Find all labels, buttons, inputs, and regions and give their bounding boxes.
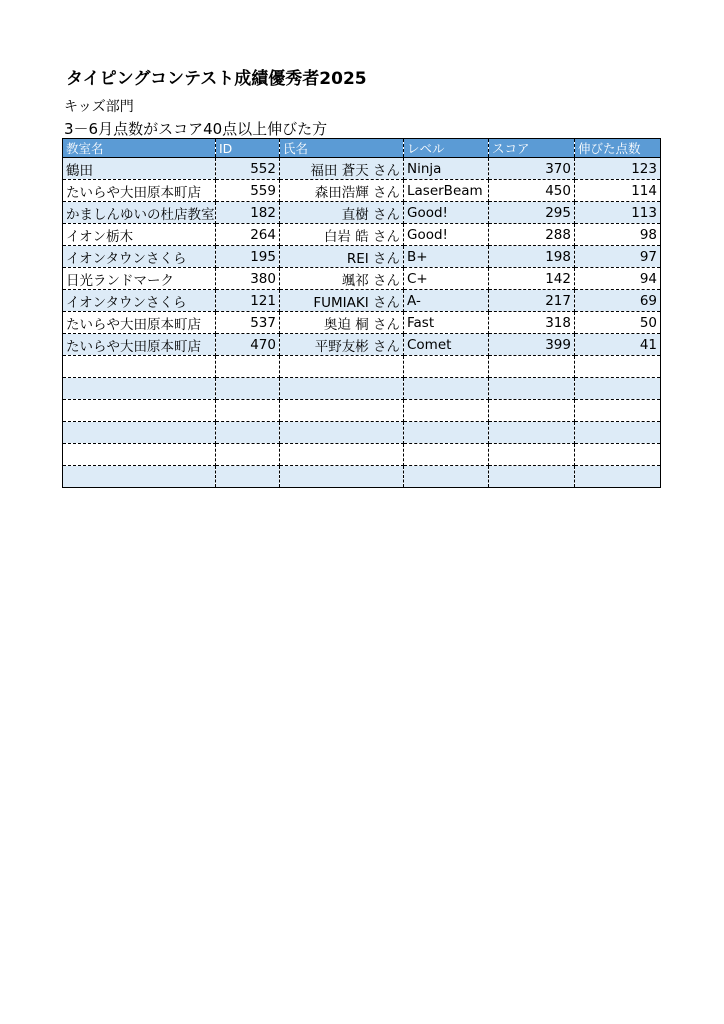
cell-name: 福田 蒼天 さん xyxy=(280,158,404,180)
cell-level: B+ xyxy=(404,246,489,268)
cell-school: 鶴田 xyxy=(63,158,216,180)
cell-id xyxy=(216,378,280,400)
cell-level: Fast xyxy=(404,312,489,334)
cell-id: 559 xyxy=(216,180,280,202)
cell-school xyxy=(63,356,216,378)
cell-id: 121 xyxy=(216,290,280,312)
cell-name: FUMIAKI さん xyxy=(280,290,404,312)
cell-level: Ninja xyxy=(404,158,489,180)
cell-level: Comet xyxy=(404,334,489,356)
cell-level: Good! xyxy=(404,224,489,246)
cell-gain: 41 xyxy=(575,334,661,356)
cell-name: 平野友彬 さん xyxy=(280,334,404,356)
cell-gain: 114 xyxy=(575,180,661,202)
header-name: 氏名 xyxy=(280,139,404,158)
header-id: ID xyxy=(216,139,280,158)
cell-score: 318 xyxy=(489,312,575,334)
cell-school xyxy=(63,444,216,466)
cell-level xyxy=(404,378,489,400)
cell-name: 直樹 さん xyxy=(280,202,404,224)
results-table xyxy=(62,138,661,488)
header-score: スコア xyxy=(489,139,575,158)
cell-id: 537 xyxy=(216,312,280,334)
cell-school: たいらや大田原本町店 xyxy=(63,180,216,202)
cell-name: REI さん xyxy=(280,246,404,268)
cell-id xyxy=(216,444,280,466)
cell-gain: 123 xyxy=(575,158,661,180)
table-row xyxy=(63,202,661,224)
cell-gain: 98 xyxy=(575,224,661,246)
cell-level xyxy=(404,356,489,378)
cell-school: かましんゆいの杜店教室 xyxy=(63,202,216,224)
cell-score xyxy=(489,378,575,400)
table-row xyxy=(63,444,661,466)
cell-score xyxy=(489,466,575,488)
cell-name xyxy=(280,422,404,444)
cell-school: イオン栃木 xyxy=(63,224,216,246)
table-header-row xyxy=(63,139,661,158)
table-row xyxy=(63,400,661,422)
cell-score: 370 xyxy=(489,158,575,180)
cell-id xyxy=(216,422,280,444)
table-body xyxy=(63,158,661,488)
cell-school: イオンタウンさくら xyxy=(63,246,216,268)
cell-id: 380 xyxy=(216,268,280,290)
cell-gain: 69 xyxy=(575,290,661,312)
table-row xyxy=(63,290,661,312)
cell-school xyxy=(63,400,216,422)
cell-id xyxy=(216,356,280,378)
table-row xyxy=(63,158,661,180)
cell-school xyxy=(63,466,216,488)
document-title: タイピングコンテスト成績優秀者2025 xyxy=(66,69,367,89)
cell-school xyxy=(63,378,216,400)
cell-score xyxy=(489,444,575,466)
document-description: 3－6月点数がスコア40点以上伸びた方 xyxy=(64,120,328,138)
cell-score xyxy=(489,356,575,378)
cell-score: 399 xyxy=(489,334,575,356)
cell-score: 142 xyxy=(489,268,575,290)
cell-name: 白岩 皓 さん xyxy=(280,224,404,246)
cell-level xyxy=(404,422,489,444)
cell-school: 日光ランドマーク xyxy=(63,268,216,290)
cell-name xyxy=(280,356,404,378)
cell-gain: 113 xyxy=(575,202,661,224)
cell-level xyxy=(404,400,489,422)
cell-id: 182 xyxy=(216,202,280,224)
cell-score xyxy=(489,400,575,422)
cell-score: 295 xyxy=(489,202,575,224)
cell-name xyxy=(280,466,404,488)
cell-name xyxy=(280,378,404,400)
cell-gain: 50 xyxy=(575,312,661,334)
table-row xyxy=(63,334,661,356)
cell-level: C+ xyxy=(404,268,489,290)
table-row xyxy=(63,246,661,268)
cell-name xyxy=(280,444,404,466)
cell-score xyxy=(489,422,575,444)
table-row xyxy=(63,378,661,400)
table-row xyxy=(63,268,661,290)
cell-level: LaserBeam xyxy=(404,180,489,202)
cell-score: 288 xyxy=(489,224,575,246)
table-row xyxy=(63,224,661,246)
cell-score: 217 xyxy=(489,290,575,312)
cell-school xyxy=(63,422,216,444)
cell-level: A- xyxy=(404,290,489,312)
table-row xyxy=(63,422,661,444)
header-school: 教室名 xyxy=(63,139,216,158)
cell-level xyxy=(404,466,489,488)
cell-gain xyxy=(575,466,661,488)
cell-gain xyxy=(575,356,661,378)
cell-id xyxy=(216,466,280,488)
cell-id: 552 xyxy=(216,158,280,180)
cell-gain: 94 xyxy=(575,268,661,290)
header-gain: 伸びた点数 xyxy=(575,139,661,158)
cell-name: 奥迫 桐 さん xyxy=(280,312,404,334)
header-level: レベル xyxy=(404,139,489,158)
cell-name: 颯祁 さん xyxy=(280,268,404,290)
cell-id xyxy=(216,400,280,422)
cell-gain xyxy=(575,422,661,444)
cell-name: 森田浩輝 さん xyxy=(280,180,404,202)
cell-id: 264 xyxy=(216,224,280,246)
document-subtitle: キッズ部門 xyxy=(64,99,134,115)
cell-school: たいらや大田原本町店 xyxy=(63,334,216,356)
table-row xyxy=(63,312,661,334)
table-row xyxy=(63,356,661,378)
cell-level: Good! xyxy=(404,202,489,224)
cell-name xyxy=(280,400,404,422)
cell-school: イオンタウンさくら xyxy=(63,290,216,312)
cell-gain: 97 xyxy=(575,246,661,268)
table-row xyxy=(63,466,661,488)
table-row xyxy=(63,180,661,202)
cell-level xyxy=(404,444,489,466)
cell-gain xyxy=(575,444,661,466)
cell-id: 470 xyxy=(216,334,280,356)
cell-gain xyxy=(575,400,661,422)
cell-id: 195 xyxy=(216,246,280,268)
cell-score: 450 xyxy=(489,180,575,202)
cell-school: たいらや大田原本町店 xyxy=(63,312,216,334)
cell-gain xyxy=(575,378,661,400)
cell-score: 198 xyxy=(489,246,575,268)
